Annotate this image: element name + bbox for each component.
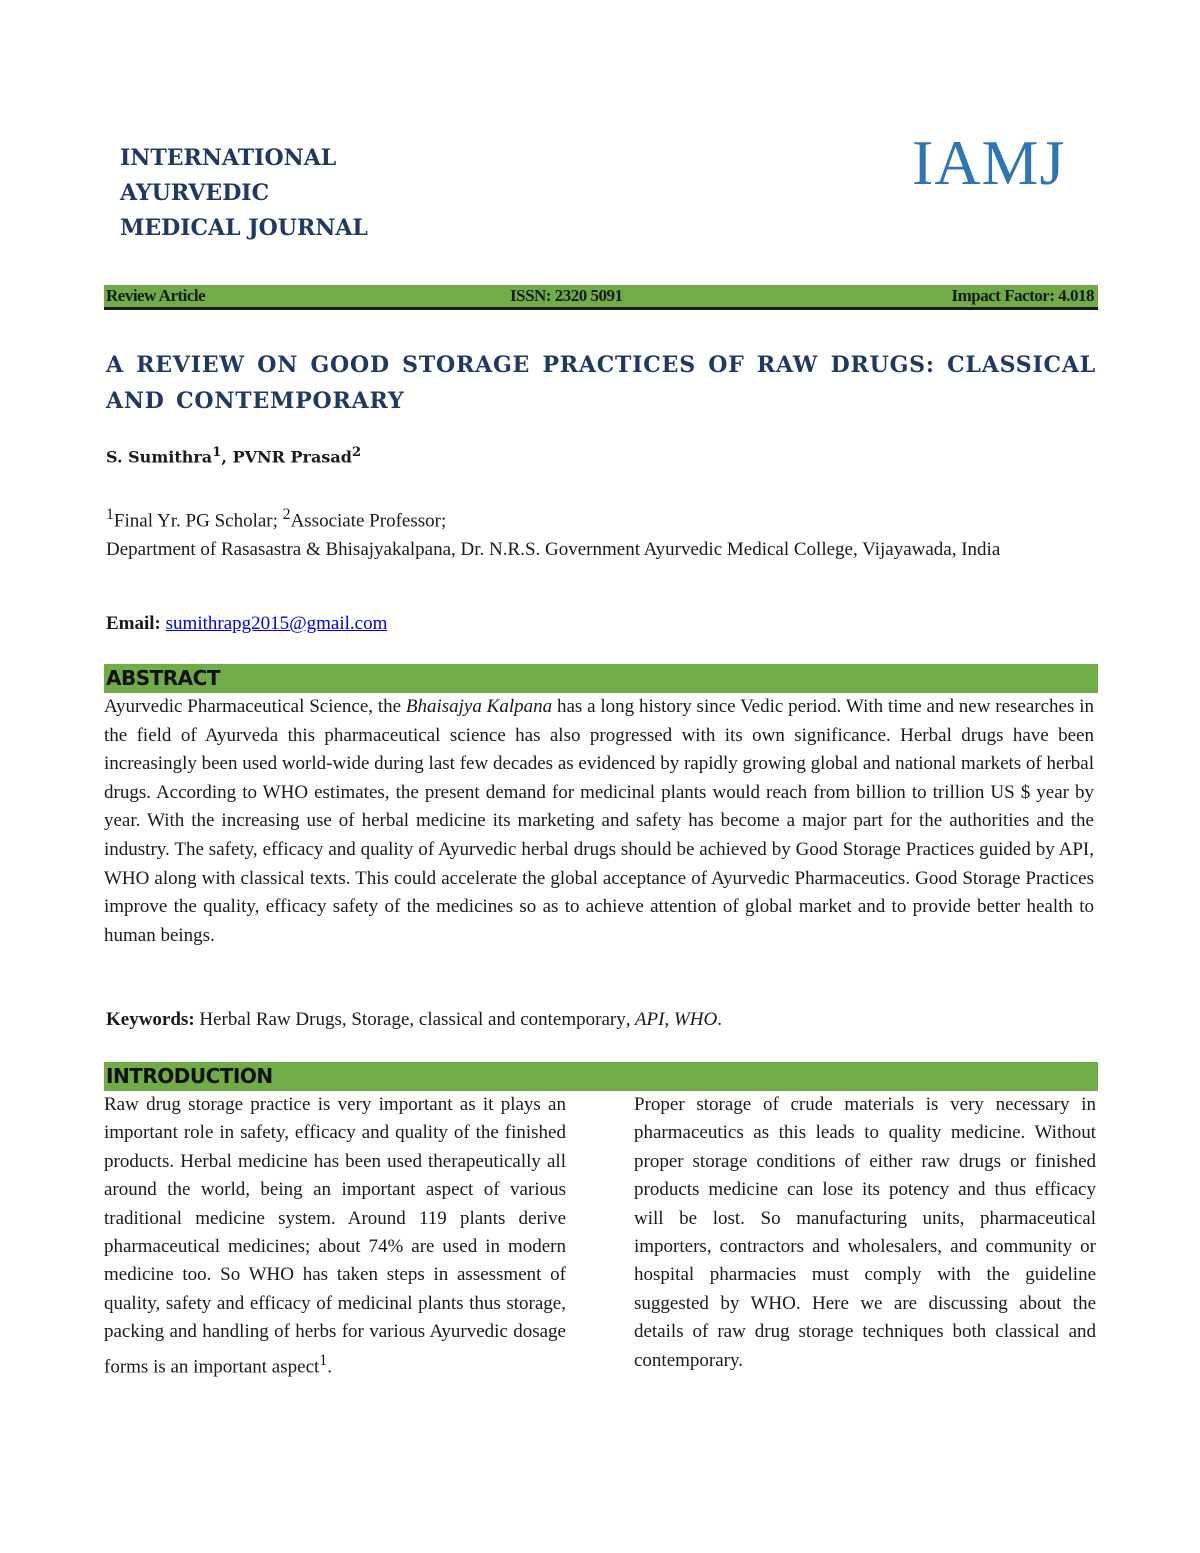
abstract-text-rest: has a long history since Vedic period. With time and new researches in the field of Ayurveda this pharmaceutical science has also progressed with its own significance. Herbal drugs have been increasingly been used world-wide during last few decades as evidenced by rapidly growing global and national markets of herbal drugs. According to WHO estimates, the present demand for medicinal plants would reach from billion to trillion US $ year by year. With the increasing use of herbal medicine its marketing and safety has become a major part for the authorities and the industry. The safety, efficacy and quality of Ayurvedic herbal drugs should be achieved by Good Storage Practices guided by API, WHO along with classical texts. This could accelerate the global acceptance of Ayurvedic Pharmaceutics. Good Storage Practices improve the quality, efficacy safety of the medicines so as to achieve attention of global market and to provide better health to human beings. xyxy=(104,696,1094,946)
intro-citation-mark: 1 xyxy=(319,1351,328,1369)
article-info-bar xyxy=(104,285,1098,310)
keywords-end: . xyxy=(717,1009,722,1030)
affil-mark-1: 1 xyxy=(106,506,114,523)
author-1-affil-mark: 1 xyxy=(212,444,222,460)
affil-role-1: Final Yr. PG Scholar; xyxy=(113,510,283,532)
affil-mark-2: 2 xyxy=(282,506,291,523)
introduction-column-right xyxy=(634,1091,1096,1375)
impact-factor: Impact Factor: 4.018 xyxy=(951,286,1094,305)
abstract-heading: ABSTRACT xyxy=(104,664,1098,693)
author-2-affil-mark: 2 xyxy=(351,444,362,460)
affiliation xyxy=(106,500,1096,564)
issn: ISSN: 2320 5091 xyxy=(510,286,623,305)
authors xyxy=(106,444,361,466)
affil-department: Department of Rasasastra & Bhisajyakalpana, Dr. N.R.S. Government Ayurvedic Medical College, Vijayawada, India xyxy=(106,539,1001,561)
author-1: S. Sumithra xyxy=(106,447,213,467)
abstract-text-start: Ayurvedic Pharmaceutical Science, the xyxy=(104,696,406,717)
abstract-body xyxy=(104,693,1094,950)
author-2: PVNR Prasad xyxy=(232,447,352,467)
intro-paragraph-2: Proper storage of crude materials is very necessary in pharmaceutics as this leads to quality medicine. Without proper storage conditions of either raw drugs or finished products medicine can lose its potency and thus efficacy will be lost. So manufacturing units, pharmaceutical importers, contractors and wholesalers, and community or hospital pharmacies must comply with the guideline suggested by WHO. Here we are discussing about the details of raw drug storage techniques both classical and contemporary. xyxy=(634,1094,1096,1371)
journal-name-line-3: MEDICAL JOURNAL xyxy=(120,215,368,241)
keywords-label: Keywords: xyxy=(106,1009,195,1030)
article-title: A REVIEW ON GOOD STORAGE PRACTICES OF RAW DRUGS: CLASSICAL AND CONTEMPORARY xyxy=(106,352,1096,414)
keywords-list: Herbal Raw Drugs, Storage, classical and contemporary xyxy=(194,1009,626,1030)
keywords-line xyxy=(106,1009,722,1031)
abstract-italic-term: Bhaisajya Kalpana xyxy=(405,696,553,717)
intro-paragraph-1: Raw drug storage practice is very important as it plays an important role in safety, efficacy and quality of the finished products. Herbal medicine has been used therapeutically all around the world, being an important aspect of various traditional medicine system. Around 119 plants derive pharmaceutical medicines; about 74% are used in modern medicine too. So WHO has taken steps in assessment of quality, safety and efficacy of medicinal plants thus storage, packing and handling of herbs for various Ayurvedic dosage forms is an important aspect xyxy=(104,1094,566,1377)
email-line xyxy=(106,613,387,635)
journal-name-line-1: INTERNATIONAL xyxy=(120,145,337,171)
intro-paragraph-1-end: . xyxy=(327,1355,332,1377)
article-type: Review Article xyxy=(106,286,206,305)
affil-role-2: Associate Professor; xyxy=(290,510,447,532)
author-separator: , xyxy=(221,447,233,467)
journal-name xyxy=(120,141,368,246)
journal-name-line-2: AYURVEDIC xyxy=(120,180,270,206)
email-link[interactable]: sumithrapg2015@gmail.com xyxy=(165,613,388,634)
introduction-heading: INTRODUCTION xyxy=(104,1062,1098,1091)
keywords-italic: , API, WHO xyxy=(625,1009,718,1030)
journal-logo: IAMJ xyxy=(912,127,1066,198)
email-label: Email: xyxy=(106,613,161,634)
introduction-column-left xyxy=(104,1091,566,1381)
